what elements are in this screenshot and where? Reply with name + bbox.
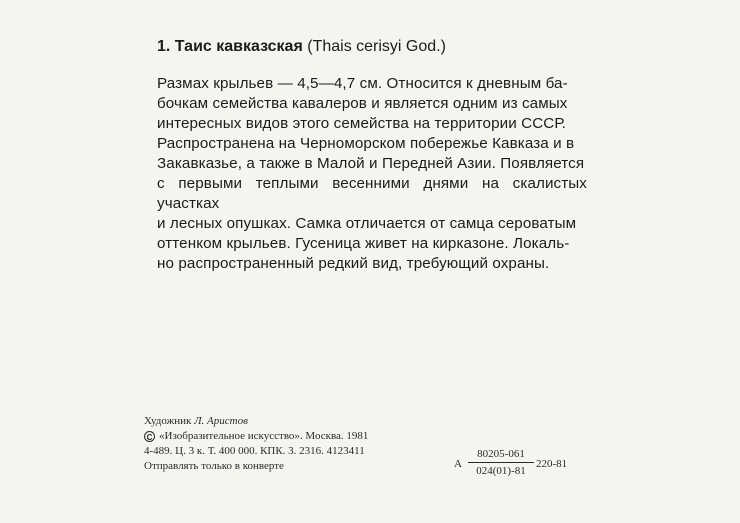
artist-label: Художник [144, 415, 192, 427]
print-info: 4-489. Ц. 3 к. Т. 400 000. КПК. 3. 2316. 4123411 [144, 445, 365, 457]
description-line: Закавказье, а также в Малой и Передней Азии. Появляется [157, 155, 585, 172]
fraction-bar [468, 462, 534, 463]
description-line: с первыми теплыми весенними днями на скалистых участках [157, 175, 587, 212]
species-name: Таис кавказская [174, 38, 303, 55]
mailing-note: Отправлять только в конверте [144, 460, 284, 472]
artist-name: Л. Аристов [194, 415, 248, 427]
publisher-line [144, 429, 464, 444]
description-line: оттенком крыльев. Гусеница живет на кирказоне. Локаль- [157, 235, 570, 252]
species-title [157, 37, 677, 57]
description-line: и лесных опушках. Самка отличается от самца сероватым [157, 215, 577, 232]
description-line: Распространена на Черноморском побережье Кавказа и в [157, 135, 575, 152]
code-numerator: 80205-061 [477, 448, 525, 460]
code-suffix: 220-81 [536, 458, 568, 470]
description-line: интересных видов этого семейства на территории СССР. [157, 115, 567, 132]
species-number: 1. [157, 38, 171, 55]
description-line: бочкам семейства кавалеров и является одним из самых [157, 95, 568, 112]
code-letter: А [454, 458, 462, 470]
species-description [157, 74, 587, 274]
description-line: Размах крыльев — 4,5—4,7 см. Относится к дневным ба- [157, 75, 568, 92]
publication-info [144, 414, 464, 474]
publisher-name: «Изобразительное искусство». Москва. 1981 [159, 430, 369, 442]
artist-credit [144, 414, 464, 429]
description-line: но распространенный редкий вид, требующий охраны. [157, 255, 550, 272]
copyright-icon: С [144, 431, 155, 442]
code-denominator: 024(01)-81 [476, 465, 526, 477]
species-latin-name: (Thais cerisyi God.) [307, 38, 446, 55]
code-fraction [468, 447, 534, 478]
